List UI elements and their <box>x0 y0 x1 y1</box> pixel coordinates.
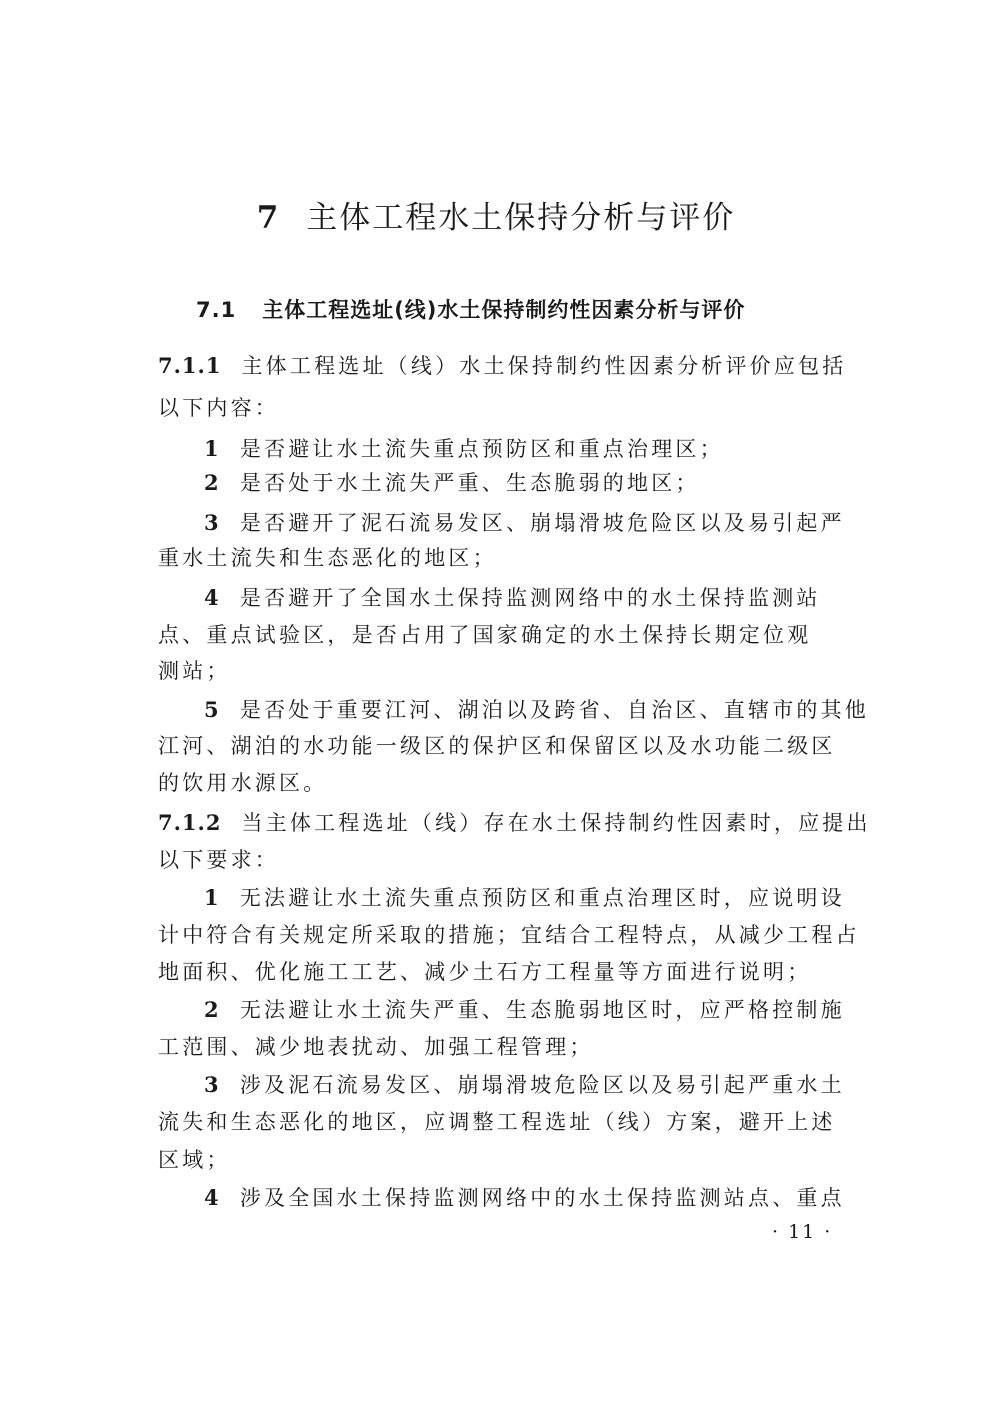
clause-number: 7.1.1 <box>158 353 222 378</box>
item-continuation <box>158 620 862 650</box>
item-text: 地面积、优化施工工艺、减少土石方工程量等方面进行说明； <box>158 960 812 984</box>
list-item <box>204 434 862 464</box>
item-continuation <box>158 1145 862 1175</box>
list-item <box>204 995 862 1025</box>
item-text: 无法避让水土流失重点预防区和重点治理区时，应说明设 <box>239 886 845 910</box>
clause-7-1-2-line-2 <box>158 845 862 875</box>
item-number: 4 <box>204 1185 222 1210</box>
item-text: 无法避让水土流失严重、生态脆弱地区时，应严格控制施 <box>239 998 845 1022</box>
list-item <box>204 695 870 725</box>
clause-7-1-1-line-2 <box>158 393 862 423</box>
clause-7-1-2-line-1 <box>158 808 871 838</box>
item-number: 1 <box>204 885 222 910</box>
item-continuation <box>158 731 862 761</box>
item-text: 涉及泥石流易发区、崩塌滑坡危险区以及易引起严重水土 <box>239 1073 845 1097</box>
list-item <box>204 883 862 913</box>
chapter-number: 7 <box>256 200 281 236</box>
item-text: 点、重点试验区，是否占用了国家确定的水土保持长期定位观 <box>158 623 812 647</box>
item-text: 是否避让水土流失重点预防区和重点治理区； <box>239 437 724 461</box>
item-text: 的饮用水源区。 <box>158 771 328 795</box>
item-continuation <box>158 768 862 798</box>
item-text: 是否处于水土流失严重、生态脆弱的地区； <box>239 471 700 495</box>
item-number: 2 <box>204 997 222 1022</box>
section-title-text: 主体工程选址(线)水土保持制约性因素分析与评价 <box>262 298 746 322</box>
item-continuation <box>158 1107 862 1137</box>
item-text: 工范围、减少地表扰动、加强工程管理； <box>158 1035 594 1059</box>
item-number: 3 <box>204 1072 222 1097</box>
paragraph-text: 当主体工程选址（线）存在水土保持制约性因素时，应提出 <box>241 811 871 835</box>
item-text: 江河、湖泊的水功能一级区的保护区和保留区以及水功能二级区 <box>158 734 836 758</box>
section-title <box>196 294 745 324</box>
item-text: 是否处于重要江河、湖泊以及跨省、自治区、直辖市的其他 <box>239 698 870 722</box>
clause-number: 7.1.2 <box>158 810 222 835</box>
item-text: 重水土流失和生态恶化的地区； <box>158 546 497 570</box>
clause-7-1-1-line-1 <box>158 351 862 381</box>
item-text: 区域； <box>158 1148 231 1172</box>
item-continuation <box>158 920 862 950</box>
paragraph-text: 主体工程选址（线）水土保持制约性因素分析评价应包括 <box>241 354 847 378</box>
chapter-title-text: 主体工程水土保持分析与评价 <box>306 200 736 236</box>
list-item <box>204 508 862 538</box>
list-item <box>204 1070 862 1100</box>
list-item <box>204 583 862 613</box>
chapter-title <box>0 192 992 237</box>
item-continuation <box>158 1032 862 1062</box>
item-number: 1 <box>204 436 222 461</box>
list-item <box>204 468 862 498</box>
section-number: 7.1 <box>196 298 237 322</box>
item-continuation <box>158 656 862 686</box>
page-number: · 11 · <box>772 1221 833 1243</box>
item-text: 涉及全国水土保持监测网络中的水土保持监测站点、重点 <box>239 1186 845 1210</box>
item-text: 流失和生态恶化的地区，应调整工程选址（线）方案，避开上述 <box>158 1110 836 1134</box>
item-text: 是否避开了全国水土保持监测网络中的水土保持监测站 <box>239 586 821 610</box>
item-text: 测站； <box>158 659 231 683</box>
item-number: 3 <box>204 510 222 535</box>
item-continuation <box>158 543 862 573</box>
item-number: 2 <box>204 470 222 495</box>
list-item <box>204 1183 862 1213</box>
item-number: 4 <box>204 585 222 610</box>
paragraph-text: 以下要求： <box>158 848 279 872</box>
item-number: 5 <box>204 697 222 722</box>
paragraph-text: 以下内容： <box>158 396 279 420</box>
item-text: 是否避开了泥石流易发区、崩塌滑坡危险区以及易引起严 <box>239 511 845 535</box>
item-text: 计中符合有关规定所采取的措施；宜结合工程特点，从减少工程占 <box>158 923 860 947</box>
item-continuation <box>158 957 862 987</box>
